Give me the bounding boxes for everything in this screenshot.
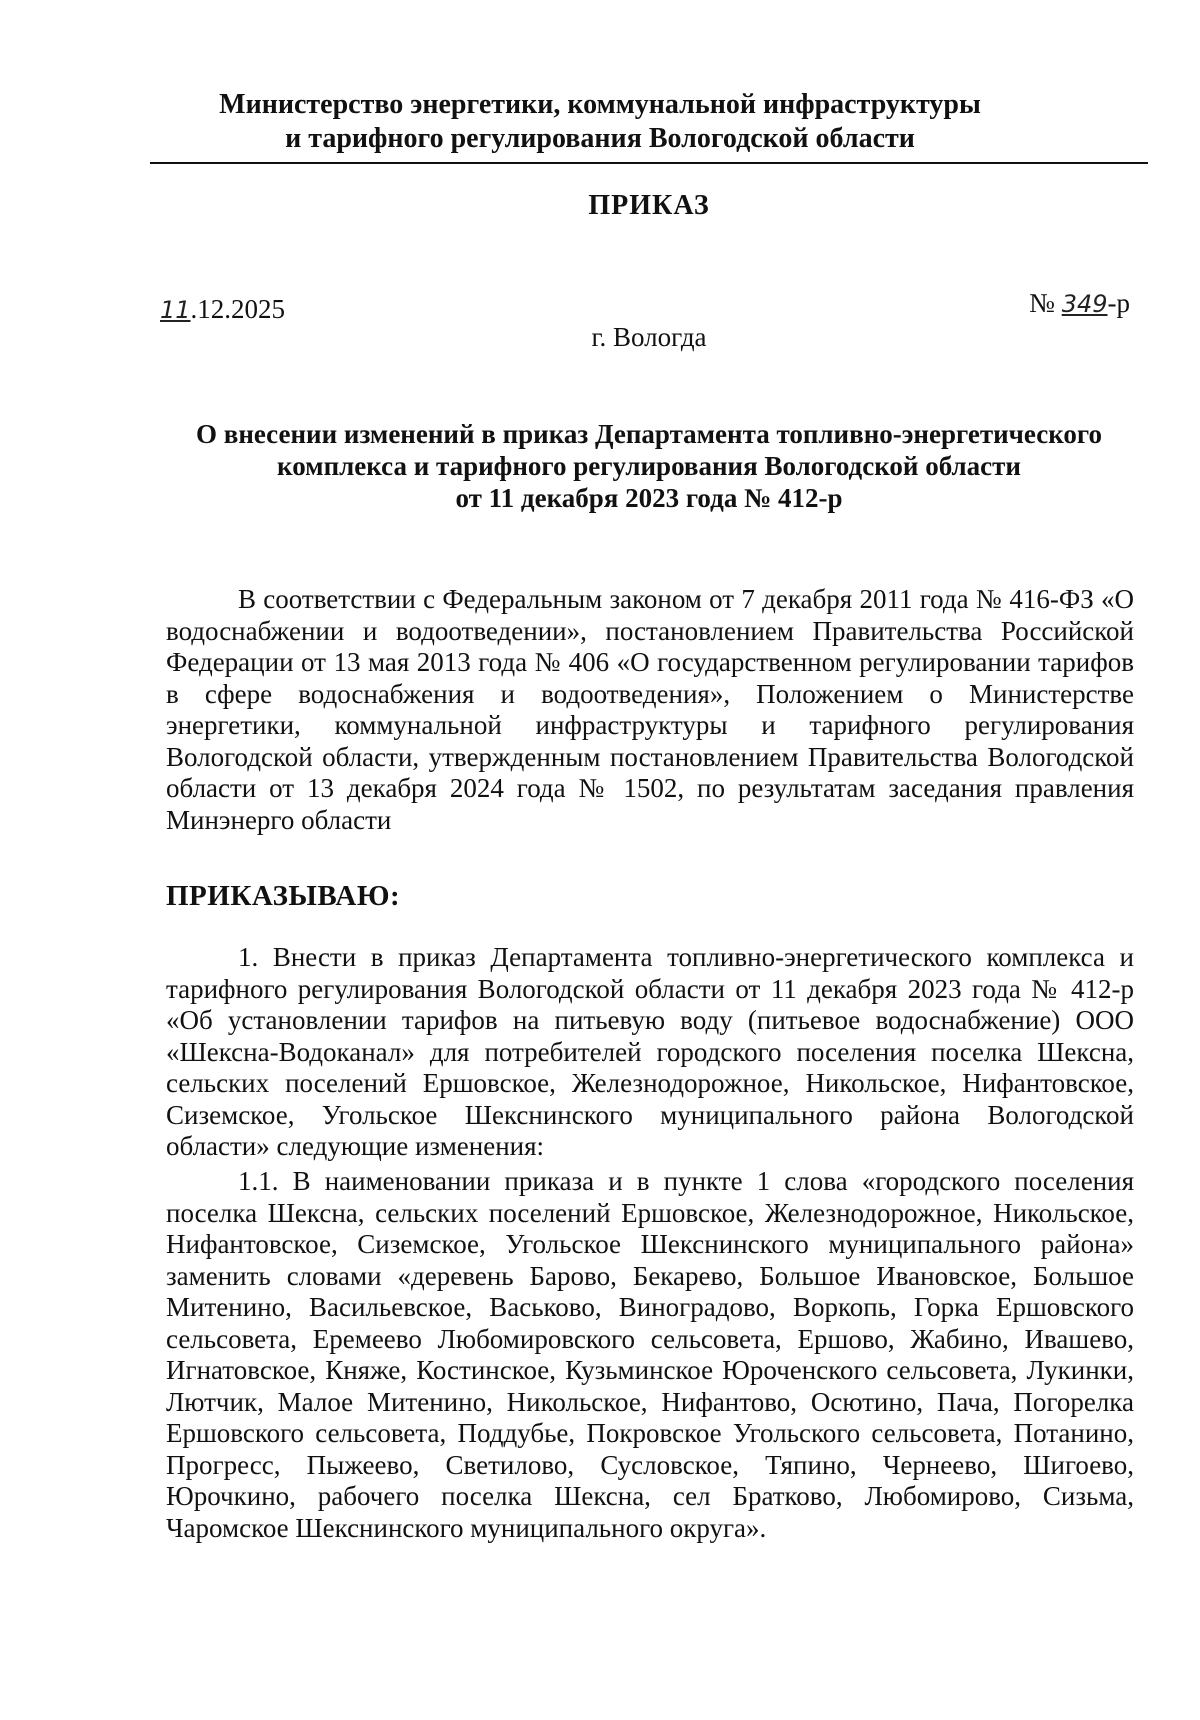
ministry-header-line-1: Министерство энергетики, коммунальной инфраструктуры: [219, 89, 981, 120]
order-title-line-2: комплекса и тарифного регулирования Вологодской области: [277, 451, 1021, 481]
document-type: ПРИКАЗ: [588, 190, 710, 221]
order-title-line-1: О внесении изменений в приказ Департамента топливно-энергетического: [195, 419, 1102, 449]
order-title: [150, 418, 1148, 514]
order-number-prefix: №: [1029, 288, 1062, 318]
order-date-rest: .12.2025: [190, 294, 286, 324]
order-directive-word: ПРИКАЗЫВАЮ:: [166, 880, 401, 912]
order-city: г. Вологда: [591, 322, 707, 352]
order-number-value: 349: [1061, 290, 1108, 318]
order-number-suffix: -р: [1107, 288, 1130, 318]
header-divider: [150, 162, 1148, 164]
item-1-paragraph: 1. Внести в приказ Департамента топливно-энергетического комплекса и тарифного регулирования Вологодской области от 11 декабря 2023 года № 412-р «Об установлении тарифов на питьевую воду (питьевое водоснабжение) ООО «Шексна-Водоканал» для потребителей городского поселения поселка Шексна, сельских поселений Ершовское, Железнодорожное, Никольское, Нифантовское, Сиземское, Угольское Шекснинского муниципального района Вологодской области» следующие изменения:: [166, 942, 1134, 1161]
order-title-line-3: от 11 декабря 2023 года № 412-р: [455, 483, 843, 513]
order-date-day: 11: [160, 296, 191, 324]
ministry-header: [150, 88, 1050, 156]
preamble-paragraph: В соответствии с Федеральным законом от 7 декабря 2011 года № 416-ФЗ «О водоснабжении и водоотведении», постановлением Правительства Российской Федерации от 13 мая 2013 года № 406 «О государственном регулировании тарифов в сфере водоснабжения и водоотведения», Положением о Министерстве энергетики, коммунальной инфраструктуры и тарифного регулирования Вологодской области, утвержденным постановлением Правительства Вологодской области от 13 декабря 2024 года № 1502, по результатам заседания правления Минэнерго области: [166, 584, 1134, 835]
item-1-1-paragraph: 1.1. В наименовании приказа и в пункте 1 слова «городского поселения поселка Шексна, сельских поселений Ершовское, Железнодорожное, Никольское, Нифантовское, Сиземское, Угольское Шекснинского муниципального района» заменить словами «деревень Барово, Бекарево, Большое Ивановское, Большое Митенино, Васильевское, Васьково, Виноградово, Воркопь, Горка Ершовского сельсовета, Еремеево Любомировского сельсовета, Ершово, Жабино, Ивашево, Игнатовское, Княже, Костинское, Кузьминское Юроченского сельсовета, Лукинки, Лютчик, Малое Митенино, Никольское, Нифантово, Осютино, Пача, Погорелка Ершовского сельсовета, Поддубье, Покровское Угольского сельсовета, Потанино, Прогресс, Пыжеево, Светилово, Сусловское, Тяпино, Чернеево, Шигоево, Юрочкино, рабочего поселка Шексна, сел Братково, Любомирово, Сизьма, Чаромское Шекснинского муниципального округа».: [166, 1166, 1134, 1543]
order-number: [1029, 288, 1130, 319]
ministry-header-line-2: и тарифного регулирования Вологодской области: [285, 123, 915, 154]
order-date: [160, 294, 285, 325]
